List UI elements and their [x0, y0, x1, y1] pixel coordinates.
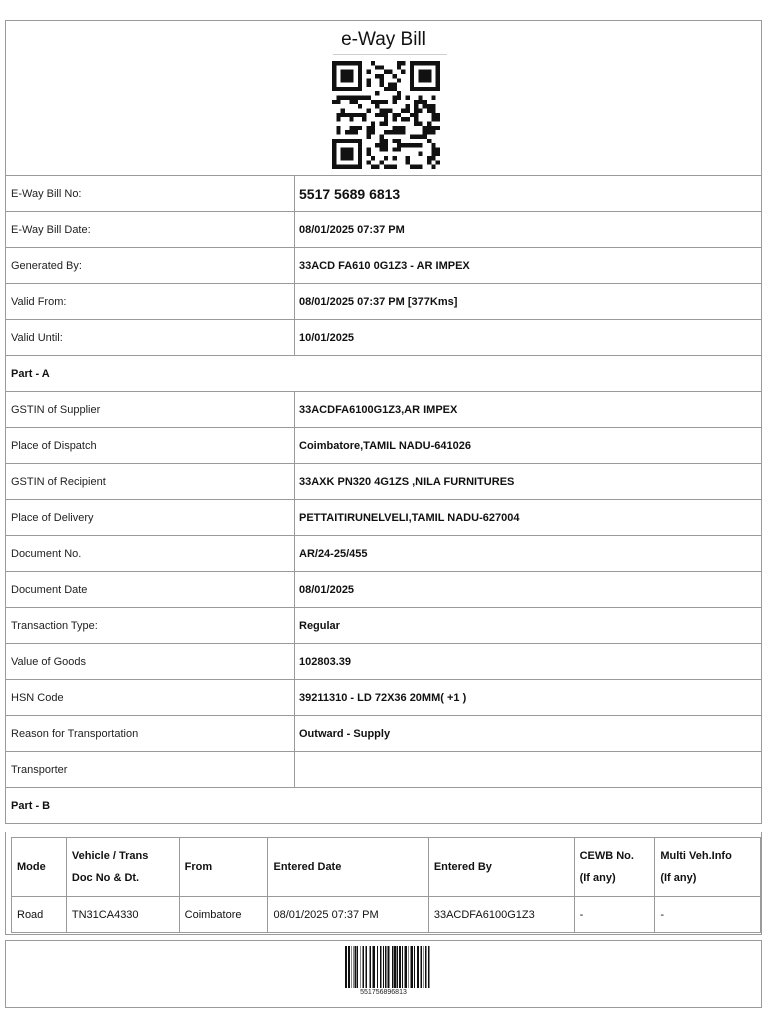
- field-label: E-Way Bill No:: [6, 176, 295, 211]
- field-label: Document Date: [6, 572, 295, 607]
- table-cell: -: [574, 897, 655, 933]
- header-section: [5, 20, 762, 176]
- field-label: Generated By:: [6, 248, 295, 283]
- field-label: Place of Delivery: [6, 500, 295, 535]
- table-row: [12, 897, 761, 933]
- field-value: [295, 752, 299, 787]
- field-row-ewb-date: [5, 212, 762, 248]
- field-row-valid-until: [5, 320, 762, 356]
- field-value: 08/01/2025 07:37 PM: [299, 223, 405, 236]
- column-header: Vehicle / Trans Doc No & Dt.: [66, 838, 179, 897]
- field-label: GSTIN of Supplier: [6, 392, 295, 427]
- field-label: Document No.: [6, 536, 295, 571]
- field-row-gstin-supplier: [5, 392, 762, 428]
- barcode-section: [5, 940, 762, 1008]
- field-label: Transaction Type:: [6, 608, 295, 643]
- ewb-number: 5517 5689 6813: [299, 185, 401, 202]
- column-header: Multi Veh.Info (If any): [655, 838, 761, 897]
- field-value: 10/01/2025: [299, 331, 355, 344]
- field-row-transporter: [5, 752, 762, 788]
- table-cell: 08/01/2025 07:37 PM: [268, 897, 428, 933]
- field-value: PETTAITIRUNELVELI,TAMIL NADU-627004: [299, 511, 520, 524]
- vehicle-table: [11, 837, 761, 933]
- field-label: Transporter: [6, 752, 295, 787]
- field-row-transaction-type: [5, 608, 762, 644]
- field-row-valid-from: [5, 284, 762, 320]
- field-label: Place of Dispatch: [6, 428, 295, 463]
- barcode-icon: [345, 946, 431, 988]
- field-value: Regular: [299, 619, 340, 632]
- field-value: 39211310 - LD 72X36 20MM( +1 ): [299, 691, 467, 704]
- field-label: E-Way Bill Date:: [6, 212, 295, 247]
- field-value: 08/01/2025: [299, 583, 355, 596]
- field-value: 08/01/2025 07:37 PM [377Kms]: [299, 295, 458, 308]
- column-header: From: [179, 838, 268, 897]
- field-row-document-date: [5, 572, 762, 608]
- barcode-number: 551756896813: [360, 989, 407, 996]
- page-title: e-Way Bill: [341, 29, 426, 50]
- bill-details: [5, 176, 762, 824]
- table-cell: TN31CA4330: [66, 897, 179, 933]
- field-value: 33ACD FA610 0G1Z3 - AR IMPEX: [299, 259, 470, 272]
- field-label: HSN Code: [6, 680, 295, 715]
- column-header: Entered Date: [268, 838, 428, 897]
- field-label: Value of Goods: [6, 644, 295, 679]
- field-row-value-of-goods: [5, 644, 762, 680]
- part-b-section: [5, 832, 762, 935]
- field-label: Valid From:: [6, 284, 295, 319]
- part-a-heading: Part - A: [5, 356, 762, 392]
- field-value: 33AXK PN320 4G1ZS ,NILA FURNITURES: [299, 475, 515, 488]
- field-row-document-no: [5, 536, 762, 572]
- field-row-generated-by: [5, 248, 762, 284]
- field-value: Outward - Supply: [299, 727, 391, 740]
- qr-code-icon: [332, 61, 440, 169]
- field-value: 102803.39: [299, 655, 351, 668]
- field-row-gstin-recipient: [5, 464, 762, 500]
- table-header-row: [12, 838, 761, 897]
- field-value: Coimbatore,TAMIL NADU-641026: [299, 439, 471, 452]
- field-value: AR/24-25/455: [299, 547, 368, 560]
- part-b-heading: Part - B: [5, 788, 762, 824]
- table-cell: 33ACDFA6100G1Z3: [428, 897, 574, 933]
- column-header: CEWB No. (If any): [574, 838, 655, 897]
- field-label: GSTIN of Recipient: [6, 464, 295, 499]
- field-row-ewb-no: [5, 176, 762, 212]
- field-value: 33ACDFA6100G1Z3,AR IMPEX: [299, 403, 458, 416]
- column-header: Mode: [12, 838, 67, 897]
- field-row-place-of-dispatch: [5, 428, 762, 464]
- field-row-hsn-code: [5, 680, 762, 716]
- field-row-place-of-delivery: [5, 500, 762, 536]
- table-cell: Road: [12, 897, 67, 933]
- field-label: Reason for Transportation: [6, 716, 295, 751]
- title-divider: [333, 54, 447, 55]
- table-cell: Coimbatore: [179, 897, 268, 933]
- table-cell: -: [655, 897, 761, 933]
- field-label: Valid Until:: [6, 320, 295, 355]
- field-row-reason: [5, 716, 762, 752]
- column-header: Entered By: [428, 838, 574, 897]
